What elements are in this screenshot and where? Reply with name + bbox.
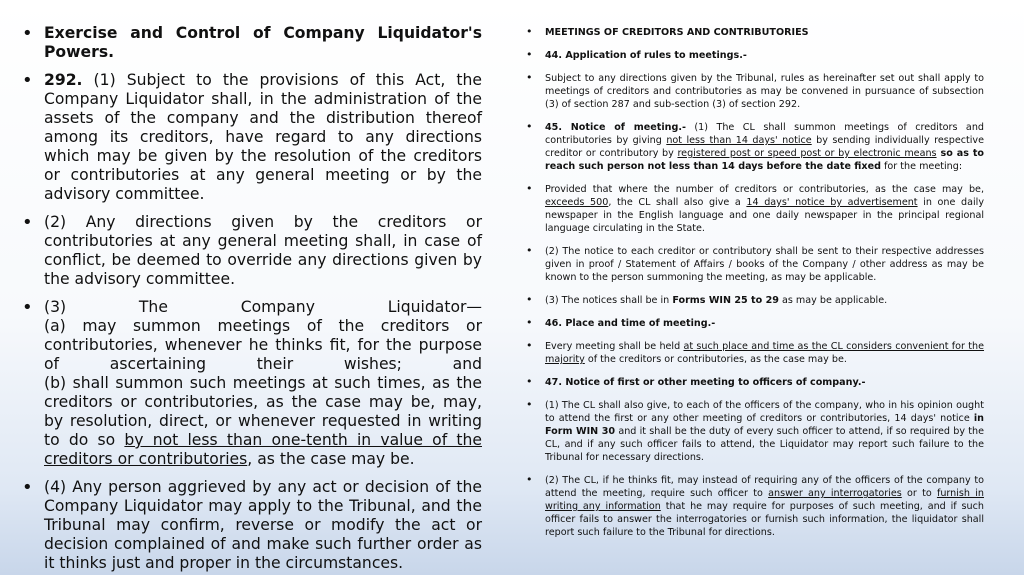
rule-47-2-item bbox=[526, 474, 984, 539]
right-column bbox=[526, 26, 984, 549]
rule-44-text-item bbox=[526, 72, 984, 111]
section-292-item bbox=[22, 71, 482, 204]
proviso-item bbox=[526, 183, 984, 235]
heading-item bbox=[22, 24, 482, 62]
rule-46-heading-item bbox=[526, 317, 984, 330]
section-292-3-a: (a) may summon meetings of the creditors or contributories, whenever he thinks fit, for the purpose of ascertaining their wishes; and bbox=[44, 317, 482, 373]
rule-47-1-text-b: and it shall be the duty of every such officer to attend, if so required by the CL, and if any such officer fails to attend, the Liquidator may report such failure to the Tribunal for necessary directions. bbox=[545, 426, 985, 463]
section-292-3-b-end: , as the case may be. bbox=[247, 450, 415, 468]
rule-46-heading: 46. Place and time of meeting.- bbox=[545, 318, 716, 329]
section-292-text: (1) Subject to the provisions of this Act, the Company Liquidator shall, in the administration of the assets of the company and the distribution thereof among its creditors, have regard to any directions which may be given by the resolution of the creditors or contributories at any general meeting or by the advisory committee. bbox=[44, 71, 482, 203]
rule-46-text-a: Every meeting shall be held bbox=[545, 341, 684, 352]
rule-46-text-b: of the creditors or contributories, as the case may be. bbox=[584, 354, 847, 365]
rule-44-text: Subject to any directions given by the Tribunal, rules as hereinafter set out shall apply to meetings of creditors and contributories as may be convened in pursuance of subsection (3) of section 287 and sub-section (3) of section 292. bbox=[545, 73, 984, 110]
rule-45-2-text: (2) The notice to each creditor or contributory shall be sent to their respective addresses given in proof / Statement of Affairs / books of the Company / other address as may be known to the person summoning the meeting, as may be applicable. bbox=[545, 246, 984, 283]
rule-45-bold-condition: so as to reach such person not less than 14 days before the date fixed bbox=[545, 148, 985, 172]
left-bullet-list bbox=[22, 24, 482, 573]
section-292-3-item bbox=[22, 298, 482, 469]
rule-47-2-furnish-info: furnish in writing any information bbox=[545, 488, 984, 512]
rule-47-1-form: in Form WIN 30 bbox=[545, 413, 984, 437]
rule-45-2-item bbox=[526, 245, 984, 284]
section-292-3-b-text: (b) shall summon such meetings at such times, as the creditors or contributories, as the case may be, may, by resolution, direct, or whenever requested in writing to do so bbox=[44, 374, 482, 449]
rule-47-heading: 47. Notice of first or other meeting to officers of company.- bbox=[545, 377, 866, 388]
rule-45-heading: 45. Notice of meeting.- bbox=[545, 122, 686, 133]
rule-47-1-item bbox=[526, 399, 984, 464]
rule-45-text-a: (1) The CL shall summon meetings of creditors and contributories by giving bbox=[545, 122, 984, 146]
section-292-3-intro: • (3) The Company Liquidator— bbox=[44, 298, 482, 316]
rule-47-2-text-a: (2) The CL, if he thinks fit, may instead of requiring any of the officers of the company to attend the meeting, require such officer to bbox=[545, 475, 984, 499]
rule-47-heading-item bbox=[526, 376, 984, 389]
rule-45-text-c: for the meeting: bbox=[880, 161, 963, 172]
section-292-4-item bbox=[22, 478, 482, 573]
section-292-4-text: (4) Any person aggrieved by any act or decision of the Company Liquidator may apply to the Tribunal, and the Tribunal may confirm, reverse or modify the act or decision complained of and make such further order as it thinks just and proper in the circumstances. bbox=[44, 478, 482, 572]
right-bullet-list bbox=[526, 26, 984, 539]
rule-45-text-b: by sending individually respective creditor or contributory by bbox=[545, 135, 984, 159]
proviso-text-a: Provided that where the number of creditors or contributories, as the case may be, bbox=[545, 184, 984, 195]
rule-45-3-forms: Forms WIN 25 to 29 bbox=[672, 295, 779, 306]
rule-45-delivery-modes: registered post or speed post or by electronic means bbox=[677, 148, 937, 159]
proviso-exceeds-500: exceeds 500 bbox=[545, 197, 609, 208]
proviso-text-c: in one daily newspaper in the English language and one daily newspaper in the principal regional language circulating in the State. bbox=[545, 197, 984, 234]
section-292-number: 292. bbox=[44, 71, 83, 89]
rule-44-heading: 44. Application of rules to meetings.- bbox=[545, 50, 747, 61]
meetings-title-item bbox=[526, 26, 984, 39]
meetings-title: MEETINGS OF CREDITORS AND CONTRIBUTORIES bbox=[545, 27, 809, 38]
rule-45-3-text-b: as may be applicable. bbox=[778, 295, 888, 306]
rule-47-2-interrogatories: answer any interrogatories bbox=[768, 488, 902, 499]
rule-45-notice-period: not less than 14 days' notice bbox=[666, 135, 812, 146]
left-column bbox=[22, 24, 482, 582]
rule-47-1-text-a: (1) The CL shall also give, to each of the officers of the company, who in his opinion ought to attend the first or any other meeting of creditors or contributories, 14 days' notice bbox=[545, 400, 984, 424]
section-292-2-item bbox=[22, 213, 482, 289]
proviso-advertisement: 14 days' notice by advertisement bbox=[746, 197, 918, 208]
rule-47-2-text-b: or to bbox=[901, 488, 937, 499]
proviso-text-b: , the CL shall also give a bbox=[608, 197, 747, 208]
section-292-3-b bbox=[44, 374, 482, 469]
section-292-3-b-underlined: by not less than one-tenth in value of the creditors or contributories bbox=[44, 431, 482, 468]
section-292-2-text: (2) Any directions given by the creditors or contributories at any general meeting shall, in case of conflict, be deemed to override any directions given by the advisory committee. bbox=[44, 213, 482, 288]
rule-46-text-item bbox=[526, 340, 984, 366]
section-heading: Exercise and Control of Company Liquidator's Powers. bbox=[44, 24, 482, 61]
rule-46-underlined: at such place and time as the CL considers convenient for the majority bbox=[545, 341, 985, 365]
rule-45-3-text-a: (3) The notices shall be in bbox=[545, 295, 673, 306]
rule-44-heading-item bbox=[526, 49, 984, 62]
rule-45-item bbox=[526, 121, 984, 173]
rule-47-2-text-c: that he may require for purposes of such meeting, and if such officer fails to answer the interrogatories or furnish such information, the liquidator shall report such failure to the Tribunal for directions. bbox=[545, 501, 984, 538]
rule-45-3-item bbox=[526, 294, 984, 307]
